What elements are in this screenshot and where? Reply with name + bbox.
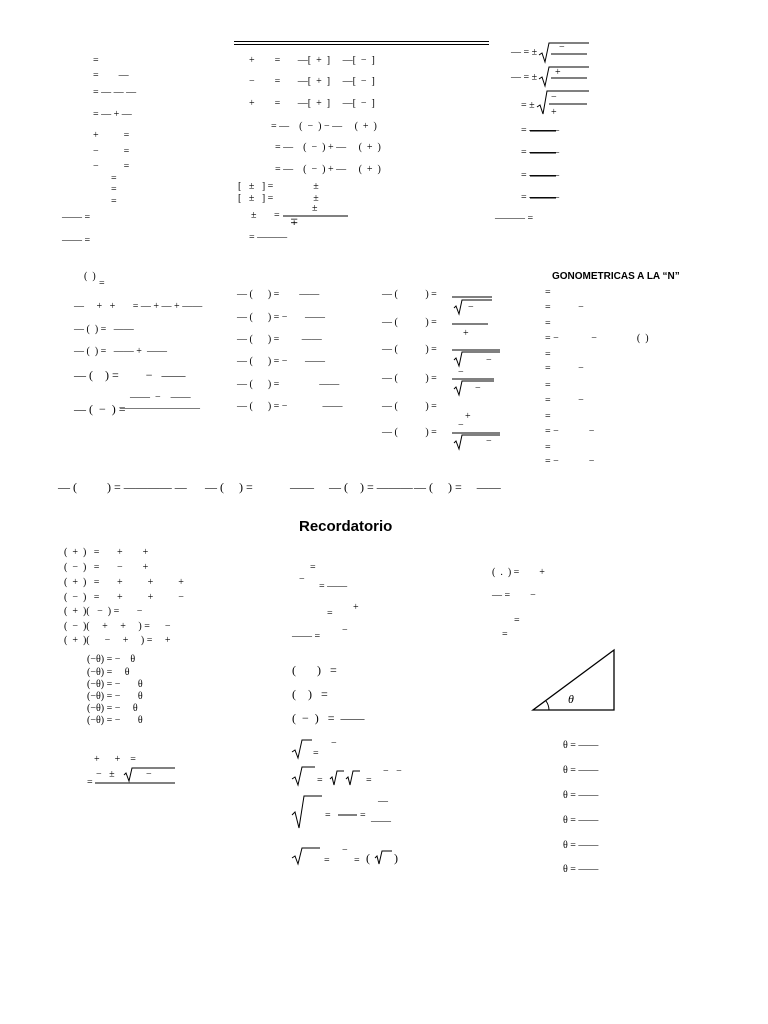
formula: = xyxy=(324,855,330,866)
formula: ( + )( − + ) = + xyxy=(64,635,171,646)
formula: (−θ) = − θ xyxy=(87,654,136,665)
right-triangle xyxy=(533,650,614,710)
formula: ———————— xyxy=(120,403,200,414)
formula: − xyxy=(551,92,557,103)
formula: ( ) xyxy=(84,271,96,282)
formula: − xyxy=(458,367,464,378)
recordatorio-heading: Recordatorio xyxy=(299,518,393,535)
formula: — ( ) = xyxy=(382,317,437,328)
radical-sign xyxy=(454,435,500,449)
formula: — = − xyxy=(492,590,536,601)
formula: = − xyxy=(545,363,584,374)
formula: — ( ) = − —— xyxy=(237,401,343,412)
formula: ( − ) = + + − xyxy=(64,592,184,603)
formula: ∓ xyxy=(290,217,299,228)
formula: + xyxy=(551,107,557,118)
formula: − xyxy=(475,383,481,394)
formula: = xyxy=(502,629,508,640)
formula: = xyxy=(545,287,551,298)
radical-sign xyxy=(346,771,360,785)
formula: − xyxy=(486,436,492,447)
formula: = xyxy=(360,810,366,821)
formula: − xyxy=(486,355,492,366)
formula: − = xyxy=(93,161,130,172)
formula: — ( ) = xyxy=(382,344,437,355)
formula: (−θ) = − θ xyxy=(87,715,143,726)
formula: — ( ) = —— + —— xyxy=(74,346,167,357)
formula: θ = —— xyxy=(563,790,599,801)
formula: ( + ) = + + + xyxy=(64,577,184,588)
formula: —— = xyxy=(62,212,91,223)
formula: (−θ) = θ xyxy=(87,667,130,678)
formula: — ( ) = —— xyxy=(237,289,320,300)
radical-sign xyxy=(539,43,589,62)
formula: − = xyxy=(93,146,130,157)
formula: ( − ) = − + xyxy=(64,562,149,573)
formula: − xyxy=(559,42,565,53)
formula: θ = —— xyxy=(563,840,599,851)
formula: ( − )( + + ) = − xyxy=(64,621,171,632)
formula: (−θ) = − θ xyxy=(87,703,138,714)
formula: θ = —— xyxy=(563,740,599,751)
formula: ( ) = xyxy=(292,663,337,677)
formula: — ( ) = xyxy=(205,480,253,494)
formula: — ( ) = —— xyxy=(414,480,501,494)
formula: θ = —— xyxy=(563,864,599,875)
formula: — ( ) = —— xyxy=(74,324,134,335)
radical-sign xyxy=(124,768,175,781)
formula: + = xyxy=(93,130,130,141)
formula: = − − ( ) xyxy=(545,333,649,344)
radical-sign xyxy=(454,352,500,366)
formula: = — ( − ) + — ( + ) xyxy=(275,142,381,153)
formula: = ——— xyxy=(521,170,560,181)
formula: = ± xyxy=(521,100,535,111)
formula: — ( ) = xyxy=(382,373,437,384)
radical-sign xyxy=(537,91,589,114)
formula: —— = xyxy=(62,235,91,246)
formula: = xyxy=(317,775,323,786)
formula: = xyxy=(327,608,333,619)
formula: — + + = — + — + —— xyxy=(74,301,203,312)
formula: θ = —— xyxy=(563,815,599,826)
formula: = —— xyxy=(319,581,348,592)
formula: = − − xyxy=(545,456,595,467)
formula: − xyxy=(146,769,152,780)
formula: = xyxy=(93,55,99,66)
formula: = ——— xyxy=(249,232,288,243)
formula: + xyxy=(463,328,469,339)
radical-sign xyxy=(375,851,392,864)
gonometricas-heading: GONOMETRICAS A LA “N” xyxy=(552,271,680,282)
formula: + xyxy=(353,602,359,613)
formula: — ( ) = xyxy=(382,427,437,438)
formula: = xyxy=(366,775,372,786)
formula: ) xyxy=(394,851,398,865)
formula: — ( ) = —— xyxy=(237,334,322,345)
formula: = — + — xyxy=(93,109,132,120)
formula: = ——— xyxy=(521,192,560,203)
formula: θ = —— xyxy=(563,765,599,776)
formula: ( . ) = + xyxy=(492,567,545,578)
formula: = xyxy=(514,615,520,626)
formula: = ——— xyxy=(521,125,560,136)
triangle-angle-label: θ xyxy=(568,692,574,706)
formula: = xyxy=(545,380,551,391)
formula: = xyxy=(545,318,551,329)
formula: + = —[ + ] —[ − ] xyxy=(249,55,375,66)
formula: ( + ) = + + xyxy=(64,547,149,558)
formula: ( + )( − ) = − xyxy=(64,606,143,617)
formula: ± = xyxy=(251,210,280,221)
formula: − xyxy=(342,845,348,856)
formula: = − xyxy=(545,302,584,313)
formula: — ( ) = —— xyxy=(237,379,340,390)
formula: = — ( − ) − — ( + ) xyxy=(271,121,377,132)
formula: (−θ) = − θ xyxy=(87,691,143,702)
formula: − ± xyxy=(96,769,115,780)
formula: − xyxy=(299,574,305,585)
formula: [ ± ] = ± xyxy=(238,181,319,192)
formula: ( xyxy=(366,851,370,865)
formula: = — — — xyxy=(93,87,137,98)
formula: = xyxy=(325,810,331,821)
formula: − xyxy=(458,420,464,431)
formula: = xyxy=(313,748,319,759)
radical-sign xyxy=(454,381,494,395)
formula: — ( ) = xyxy=(382,401,437,412)
formula: — ( ) = − —— xyxy=(74,368,186,382)
radical-sign xyxy=(330,771,344,785)
formula: — = ± xyxy=(511,72,538,83)
formula: ——— = xyxy=(495,213,534,224)
formula: − xyxy=(468,302,474,313)
formula: —— — ( ) = ——— xyxy=(290,480,413,494)
formula: ( ) = xyxy=(292,687,328,701)
formula: ( − ) = —— xyxy=(292,711,365,725)
formula: − − xyxy=(383,766,402,777)
formula: —— − —— xyxy=(130,392,191,403)
radical-sign xyxy=(292,848,320,864)
formula: = xyxy=(111,184,117,195)
formula: —— xyxy=(371,816,391,827)
formula: = − − xyxy=(545,426,595,437)
formula: = xyxy=(111,173,117,184)
formula: — ( ) = ———— — xyxy=(58,480,187,494)
radical-sign xyxy=(292,740,312,758)
formula: = — ( − ) + — ( + ) xyxy=(275,164,381,175)
formula: = xyxy=(87,777,93,788)
formula: + xyxy=(555,67,561,78)
formula: + + = xyxy=(94,754,136,765)
formula: = xyxy=(99,278,105,289)
radical-sign xyxy=(539,67,589,86)
formula: = xyxy=(111,196,117,207)
formula: — = ± xyxy=(511,47,538,58)
radical-sign xyxy=(292,767,315,785)
formula: — ( ) = − —— xyxy=(237,356,325,367)
formula: — ( ) = − —— xyxy=(237,312,325,323)
radical-sign xyxy=(454,300,492,314)
formula: + xyxy=(465,411,471,422)
formula: = − xyxy=(545,395,584,406)
formula: = xyxy=(310,562,316,573)
formula: − = —[ + ] —[ − ] xyxy=(249,76,375,87)
formula: = — xyxy=(93,70,129,81)
radical-sign xyxy=(292,796,322,828)
formula: — ( − ) = xyxy=(74,402,126,416)
angle-arc xyxy=(546,701,549,710)
formula: − xyxy=(342,625,348,636)
formula: — ( ) = xyxy=(382,289,437,300)
formula: = xyxy=(545,349,551,360)
formula: — xyxy=(378,796,388,807)
formula: —— = xyxy=(292,631,321,642)
formula: [ ± ] = ± xyxy=(238,193,319,204)
formula: = ——— xyxy=(521,147,560,158)
formula: = xyxy=(545,411,551,422)
formula: = xyxy=(545,442,551,453)
formula: − xyxy=(331,738,337,749)
formula: = xyxy=(354,855,360,866)
formula: (−θ) = − θ xyxy=(87,679,143,690)
formula: + = —[ + ] —[ − ] xyxy=(249,98,375,109)
formula: ± xyxy=(312,203,318,214)
